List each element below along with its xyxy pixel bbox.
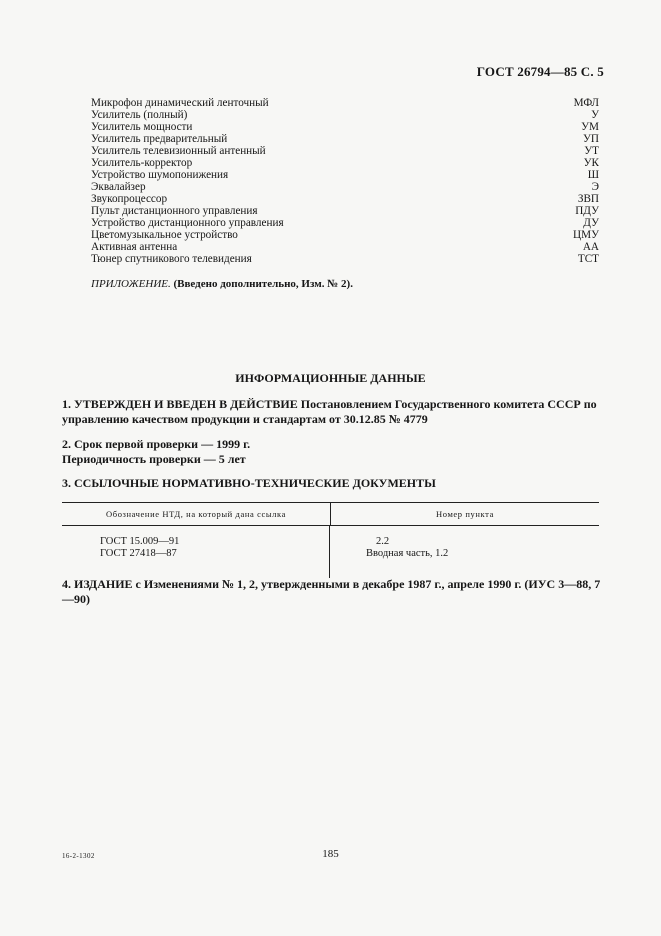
abbr-code: УМ bbox=[581, 121, 599, 133]
abbr-code: УП bbox=[582, 133, 599, 145]
abbr-name: Усилитель телевизионный антенный bbox=[91, 145, 266, 157]
abbr-name: Эквалайзер bbox=[91, 181, 146, 193]
abbr-code: УТ bbox=[584, 145, 599, 157]
abbr-name: Микрофон динамический ленточный bbox=[91, 97, 269, 109]
list-item bbox=[91, 253, 599, 265]
list-item bbox=[91, 193, 599, 205]
list-item bbox=[91, 169, 599, 181]
abbreviation-list bbox=[91, 97, 599, 265]
info-item-2 bbox=[62, 437, 250, 467]
print-code: 16-2-1302 bbox=[62, 852, 95, 860]
abbr-code: ДУ bbox=[583, 217, 599, 229]
abbr-code: УК bbox=[583, 157, 599, 169]
abbr-name: Устройство дистанционного управления bbox=[91, 217, 284, 229]
table-cell-doc: ГОСТ 27418—87 bbox=[100, 548, 177, 559]
abbr-name: Усилитель предварительный bbox=[91, 133, 228, 145]
appendix-note bbox=[91, 278, 353, 290]
abbr-code: ПДУ bbox=[575, 205, 599, 217]
list-item bbox=[91, 97, 599, 109]
table-header-clause: Номер пункта bbox=[436, 509, 494, 519]
table-header bbox=[62, 503, 599, 525]
abbr-name: Тюнер спутникового телевидения bbox=[91, 253, 252, 265]
appendix-text: (Введено дополнительно, Изм. № 2). bbox=[173, 278, 353, 290]
table-header-doc: Обозначение НТД, на который дана ссылка bbox=[62, 503, 331, 525]
page-header: ГОСТ 26794—85 С. 5 bbox=[476, 64, 604, 79]
list-item bbox=[91, 229, 599, 241]
abbr-name: Усилитель мощности bbox=[91, 121, 193, 133]
list-item bbox=[91, 145, 599, 157]
info-item-4: 4. ИЗДАНИЕ с Изменениями № 1, 2, утвержденными в декабре 1987 г., апреле 1990 г. (ИУС 3—88, 7—90) bbox=[62, 577, 601, 606]
info-item-3: 3. ССЫЛОЧНЫЕ НОРМАТИВНО-ТЕХНИЧЕСКИЕ ДОКУМЕНТЫ bbox=[62, 476, 436, 490]
abbr-code: АА bbox=[582, 241, 599, 253]
list-item bbox=[91, 157, 599, 169]
table-cell-doc: ГОСТ 15.009—91 bbox=[100, 536, 180, 547]
list-item bbox=[91, 241, 599, 253]
info-item-2-line1: 2. Срок первой проверки — 1999 г. bbox=[62, 437, 251, 451]
list-item bbox=[91, 181, 599, 193]
table-cell-clause: Вводная часть, 1.2 bbox=[366, 548, 449, 559]
table-col-doc bbox=[62, 526, 330, 578]
abbr-name: Усилитель (полный) bbox=[91, 109, 188, 121]
list-item bbox=[91, 133, 599, 145]
table-body bbox=[62, 526, 599, 578]
abbr-code: У bbox=[591, 109, 599, 121]
info-item-1: 1. УТВЕРЖДЕН И ВВЕДЕН В ДЕЙСТВИЕ Постановлением Государственного комитета СССР по управлению качеством продукции и стандартам от 30.12.85 № 4779 bbox=[62, 397, 597, 426]
abbr-name: Звукопроцессор bbox=[91, 193, 168, 205]
abbr-name: Устройство шумопонижения bbox=[91, 169, 229, 181]
abbr-code: ЦМУ bbox=[573, 229, 599, 241]
section-title: ИНФОРМАЦИОННЫЕ ДАННЫЕ bbox=[235, 371, 426, 385]
abbr-name: Активная антенна bbox=[91, 241, 178, 253]
table-cell-clause: 2.2 bbox=[376, 536, 390, 547]
list-item bbox=[91, 121, 599, 133]
table-col-clause bbox=[330, 526, 599, 578]
list-item bbox=[91, 109, 599, 121]
abbr-code: ЗВП bbox=[577, 193, 599, 205]
appendix-label: ПРИЛОЖЕНИЕ. bbox=[91, 278, 171, 290]
abbr-code: ТСТ bbox=[577, 253, 599, 265]
abbr-code: Ш bbox=[587, 169, 599, 181]
list-item bbox=[91, 205, 599, 217]
abbr-code: Э bbox=[591, 181, 599, 193]
abbr-code: МФЛ bbox=[573, 97, 599, 109]
abbr-name: Пульт дистанционного управления bbox=[91, 205, 258, 217]
list-item bbox=[91, 217, 599, 229]
page-number: 185 bbox=[322, 848, 339, 860]
info-item-2-line2: Периодичность проверки — 5 лет bbox=[62, 452, 246, 466]
abbr-name: Усилитель-корректор bbox=[91, 157, 193, 169]
abbr-name: Цветомузыкальное устройство bbox=[91, 229, 238, 241]
reference-table bbox=[62, 502, 599, 578]
